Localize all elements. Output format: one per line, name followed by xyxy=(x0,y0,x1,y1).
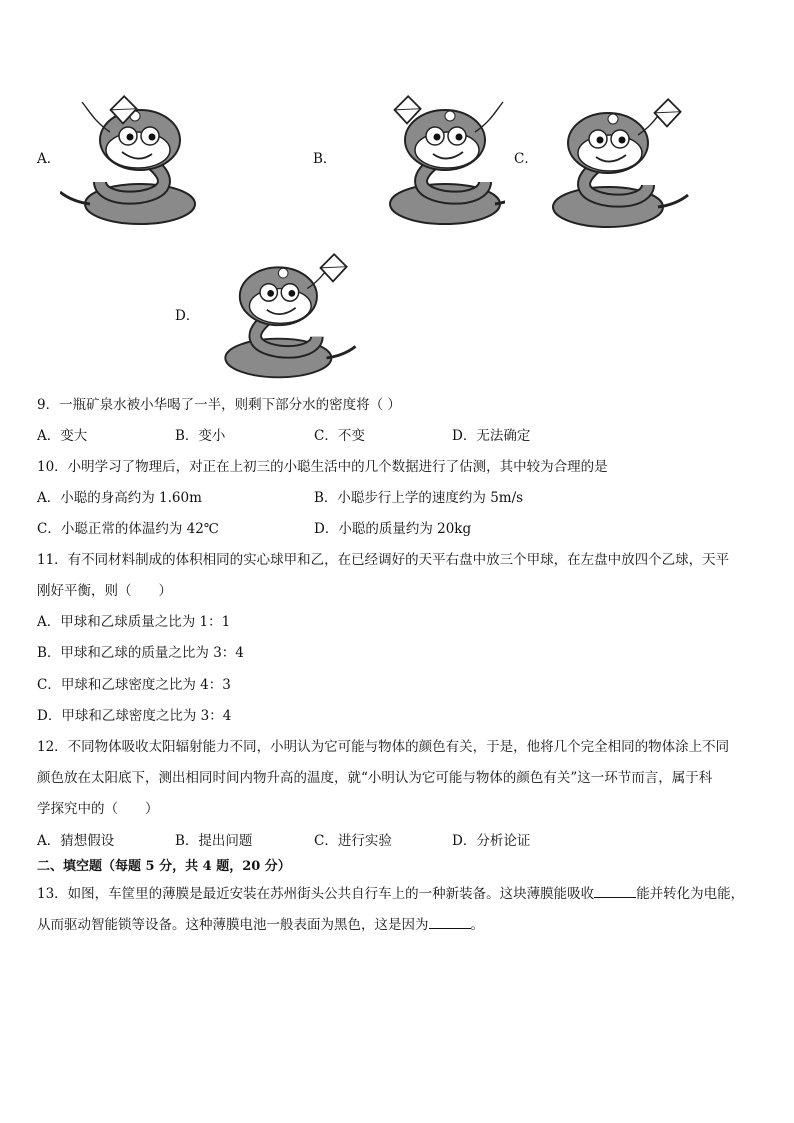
q11-option-a: A．甲球和乙球质量之比为 1：1 xyxy=(37,614,231,630)
q10-option-d: D．小聪的质量约为 20kg xyxy=(314,521,472,537)
question-13-line1 xyxy=(37,885,744,903)
q10-option-c: C．小聪正常的体温约为 42℃ xyxy=(37,521,219,537)
snake-image-a xyxy=(60,92,220,232)
q13-text-part1: 13．如图，车筐里的薄膜是最近安装在苏州街头公共自行车上的一种新装备。这块薄膜能吸收 xyxy=(37,886,595,902)
q9-option-a: A．变大 xyxy=(37,428,88,444)
question-11-stem-line1: 11．有不同材料制成的体积相同的实心球甲和乙，在已经调好的天平右盘中放三个甲球，在左盘中放四个乙球，天平 xyxy=(37,552,730,568)
option-d-label: D． xyxy=(175,308,200,324)
snake-kite-figure-d xyxy=(208,250,378,385)
question-13-line2 xyxy=(37,916,484,934)
q9-option-d: D．无法确定 xyxy=(452,428,531,444)
q13-text-part3: 从而驱动智能锁等设备。这种薄膜电池一般表面为黑色，这是因为 xyxy=(37,917,429,933)
snake-image-d xyxy=(208,250,378,385)
q13-text-part4: 。 xyxy=(470,917,484,933)
q13-blank-2[interactable] xyxy=(429,916,471,929)
q11-option-b: B．甲球和乙球的质量之比为 3：4 xyxy=(37,645,244,661)
q10-option-a: A．小聪的身高约为 1.60m xyxy=(37,490,202,506)
q12-option-c: C．进行实验 xyxy=(314,833,392,849)
q11-option-d: D．甲球和乙球密度之比为 3：4 xyxy=(37,708,232,724)
option-a-label: A． xyxy=(37,151,61,167)
question-9-stem: 9．一瓶矿泉水被小华喝了一半，则剩下部分水的密度将（ ） xyxy=(37,397,401,413)
snake-kite-figure-b xyxy=(335,92,505,232)
snake-image-c xyxy=(538,95,698,235)
question-12-stem-line2: 颜色放在太阳底下，测出相同时间内物升高的温度，就“小明认为它可能与物体的颜色有关”这一环节而言，属于科 xyxy=(37,770,713,786)
option-b-label: B． xyxy=(313,151,337,167)
q12-option-d: D．分析论证 xyxy=(452,833,531,849)
question-12-stem-line3: 学探究中的（ ） xyxy=(37,801,159,817)
q12-option-b: B．提出问题 xyxy=(175,833,253,849)
q12-option-a: A．猜想假设 xyxy=(37,833,115,849)
snake-kite-figure-a xyxy=(60,92,220,232)
q9-option-b: B．变小 xyxy=(175,428,226,444)
option-c-label: C． xyxy=(514,151,538,167)
question-12-stem-line1: 12．不同物体吸收太阳辐射能力不同，小明认为它可能与物体的颜色有关，于是，他将几个完全相同的物体涂上不同 xyxy=(37,739,730,755)
q10-option-b: B．小聪步行上学的速度约为 5m/s xyxy=(314,490,524,506)
snake-kite-figure-c xyxy=(538,95,698,235)
q13-blank-1[interactable] xyxy=(594,885,636,898)
q9-option-c: C．不变 xyxy=(314,428,365,444)
snake-image-b xyxy=(335,92,505,232)
section-2-heading: 二、填空题（每题 5 分，共 4 题，20 分） xyxy=(37,859,291,874)
q11-option-c: C．甲球和乙球密度之比为 4：3 xyxy=(37,677,231,693)
question-10-stem: 10．小明学习了物理后，对正在上初三的小聪生活中的几个数据进行了估测，其中较为合理的是 xyxy=(37,459,608,475)
question-11-stem-line2: 刚好平衡，则（ ） xyxy=(37,583,172,599)
q13-text-part2: 能并转化为电能， xyxy=(636,886,745,902)
